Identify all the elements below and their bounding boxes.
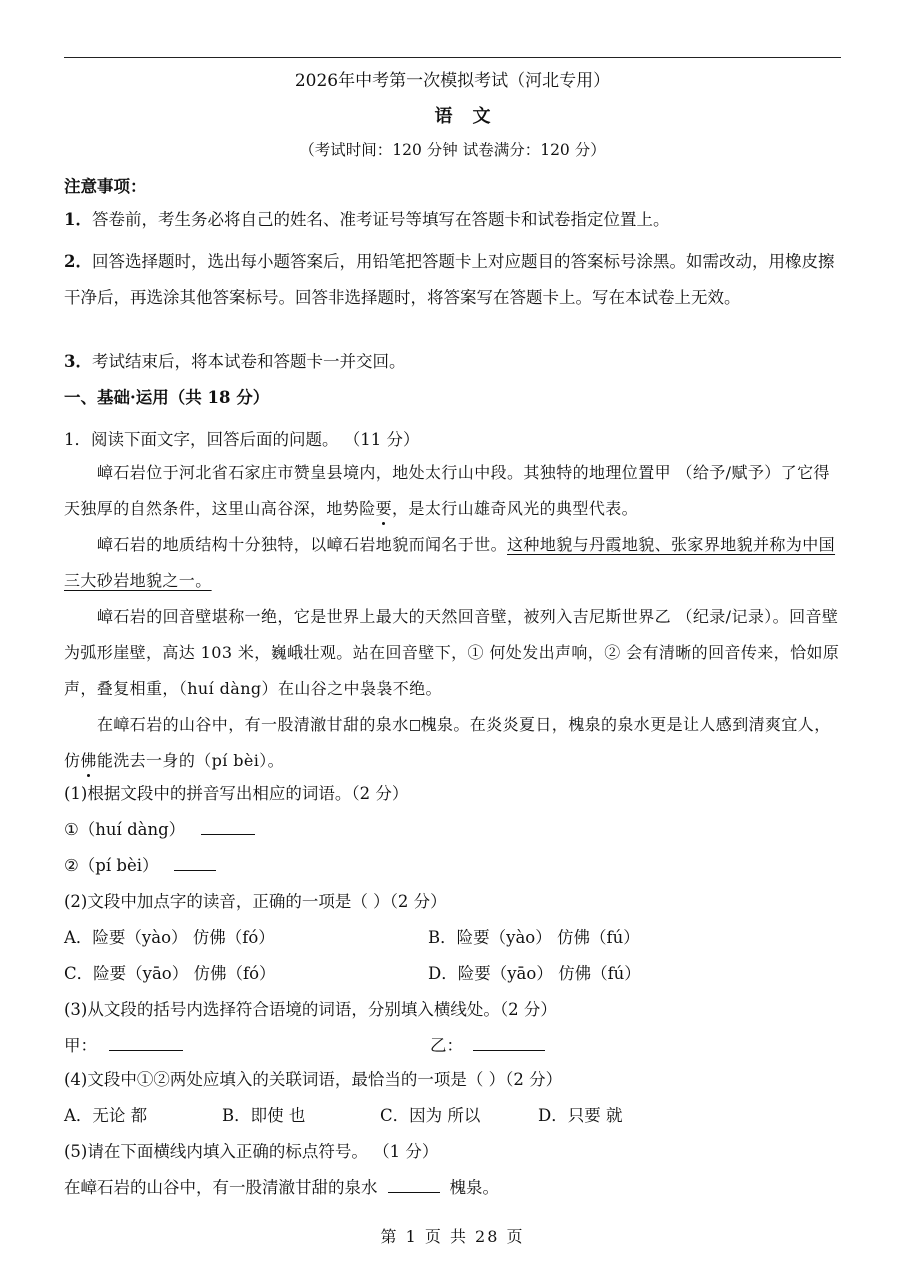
answer-blank[interactable] <box>388 1178 440 1193</box>
exam-title: 2026年中考第一次模拟考试（河北专用） <box>294 71 611 91</box>
notice-number: 1． <box>64 210 92 229</box>
sub-question-5: (5)请在下面横线内填入正确的标点符号。 （1 分） <box>64 1142 439 1161</box>
sub-question-2: (2)文段中加点字的读音，正确的一项是（ ）（2 分） <box>64 892 447 911</box>
notice-text: 考试结束后，将本试卷和答题卡一并交回。 <box>91 352 406 371</box>
answer-jia: 甲： <box>64 1034 183 1058</box>
notice-text: 回答选择题时，选出每小题答案后，用铅笔把答题卡上对应题目的答案标号涂黑。如需改动，用橡皮擦干净后，再选涂其他答案标号。回答非选择题时，将答案写在答题卡上。写在本试卷上无效。 <box>64 252 835 307</box>
option-c[interactable]: C．险要（yāo） 仿佛（fó） <box>64 964 276 983</box>
answer-blank[interactable] <box>201 820 255 835</box>
option-a[interactable]: A．险要（yào） 仿佛（fó） <box>64 928 275 947</box>
punctuation-box <box>410 720 420 731</box>
passage-paragraph-1: 嶂石岩位于河北省石家庄市赞皇县境内，地处太行山中段。其独特的地理位置甲 （给予/赋予）了它得天独厚的自然条件，这里山高谷深，地势险要，是太行山雄奇风光的典型代表。 <box>64 463 830 518</box>
option-b[interactable]: B．险要（yào） 仿佛（fú） <box>428 928 640 947</box>
underlined-sentence: 这种地貌与丹霞地貌、张家界地貌并称为中国三大砂岩地貌之一。 <box>64 535 836 590</box>
answer-yi: 乙： <box>430 1034 545 1058</box>
option-a[interactable]: A．无论 都 <box>64 1106 148 1125</box>
passage-paragraph-4: 在嶂石岩的山谷中，有一股清澈甘甜的泉水 槐泉。在炎炎夏日，槐泉的泉水更是让人感到清爽宜人，仿佛能洗去一身的（pí bèi）。 <box>64 715 831 770</box>
answer-blank[interactable] <box>109 1036 183 1051</box>
section-heading: 一、基础·运用（共 18 分） <box>64 388 270 407</box>
option-d[interactable]: D．只要 就 <box>538 1106 623 1125</box>
passage-paragraph-3: 嶂石岩的回音壁堪称一绝，它是世界上最大的天然回音壁，被列入吉尼斯世界乙 （纪录/记录）。回音壁为弧形崖壁，高达 103 米，巍峨壮观。站在回音壁下，① 何处发出声响，② 会有清晰的回音传来，恰如原声，叠复相重，（huí dàng）在山谷之中袅袅不绝。 <box>64 607 840 698</box>
page-number: 第 1 页 共 28 页 <box>380 1227 525 1246</box>
answer-line-a: ①（huí dàng） <box>64 818 255 842</box>
notice-item <box>64 350 842 374</box>
subject-title: 语文 <box>434 106 511 127</box>
passage-paragraph-2: 嶂石岩的地质结构十分独特，以嶂石岩地貌而闻名于世。这种地貌与丹霞地貌、张家界地貌并称为中国三大砂岩地貌之一。 <box>64 535 836 590</box>
option-d[interactable]: D．险要（yāo） 仿佛（fú） <box>428 964 641 983</box>
header-rule <box>64 57 841 58</box>
question-1-intro: 1．阅读下面文字，回答后面的问题。 （11 分） <box>64 430 420 449</box>
option-b[interactable]: B．即使 也 <box>222 1106 306 1125</box>
notice-number: 2． <box>64 252 92 271</box>
sub-question-4: (4)文段中①②两处应填入的关联词语，最恰当的一项是（ ）（2 分） <box>64 1070 563 1089</box>
dotted-char: 佛 <box>80 751 97 770</box>
answer-line-punctuation: 在嶂石岩的山谷中，有一股清澈甘甜的泉水 槐泉。 <box>64 1178 499 1197</box>
answer-blank[interactable] <box>174 856 216 871</box>
notice-item <box>64 244 842 316</box>
answer-line-b: ②（pí bèi） <box>64 854 216 878</box>
notice-item <box>64 208 842 232</box>
answer-blank[interactable] <box>473 1036 545 1051</box>
notice-heading: 注意事项： <box>64 177 147 196</box>
sub-question-3: (3)从文段的括号内选择符合语境的词语，分别填入横线处。（2 分） <box>64 1000 557 1019</box>
notice-number: 3． <box>64 352 92 371</box>
dotted-char: 要 <box>375 499 393 518</box>
notice-text: 答卷前，考生务必将自己的姓名、准考证号等填写在答题卡和试卷指定位置上。 <box>91 210 670 229</box>
option-c[interactable]: C．因为 所以 <box>380 1106 481 1125</box>
time-info: （考试时间：120 分钟 试卷满分：120 分） <box>299 141 606 159</box>
sub-question-1: (1)根据文段中的拼音写出相应的词语。（2 分） <box>64 784 409 803</box>
